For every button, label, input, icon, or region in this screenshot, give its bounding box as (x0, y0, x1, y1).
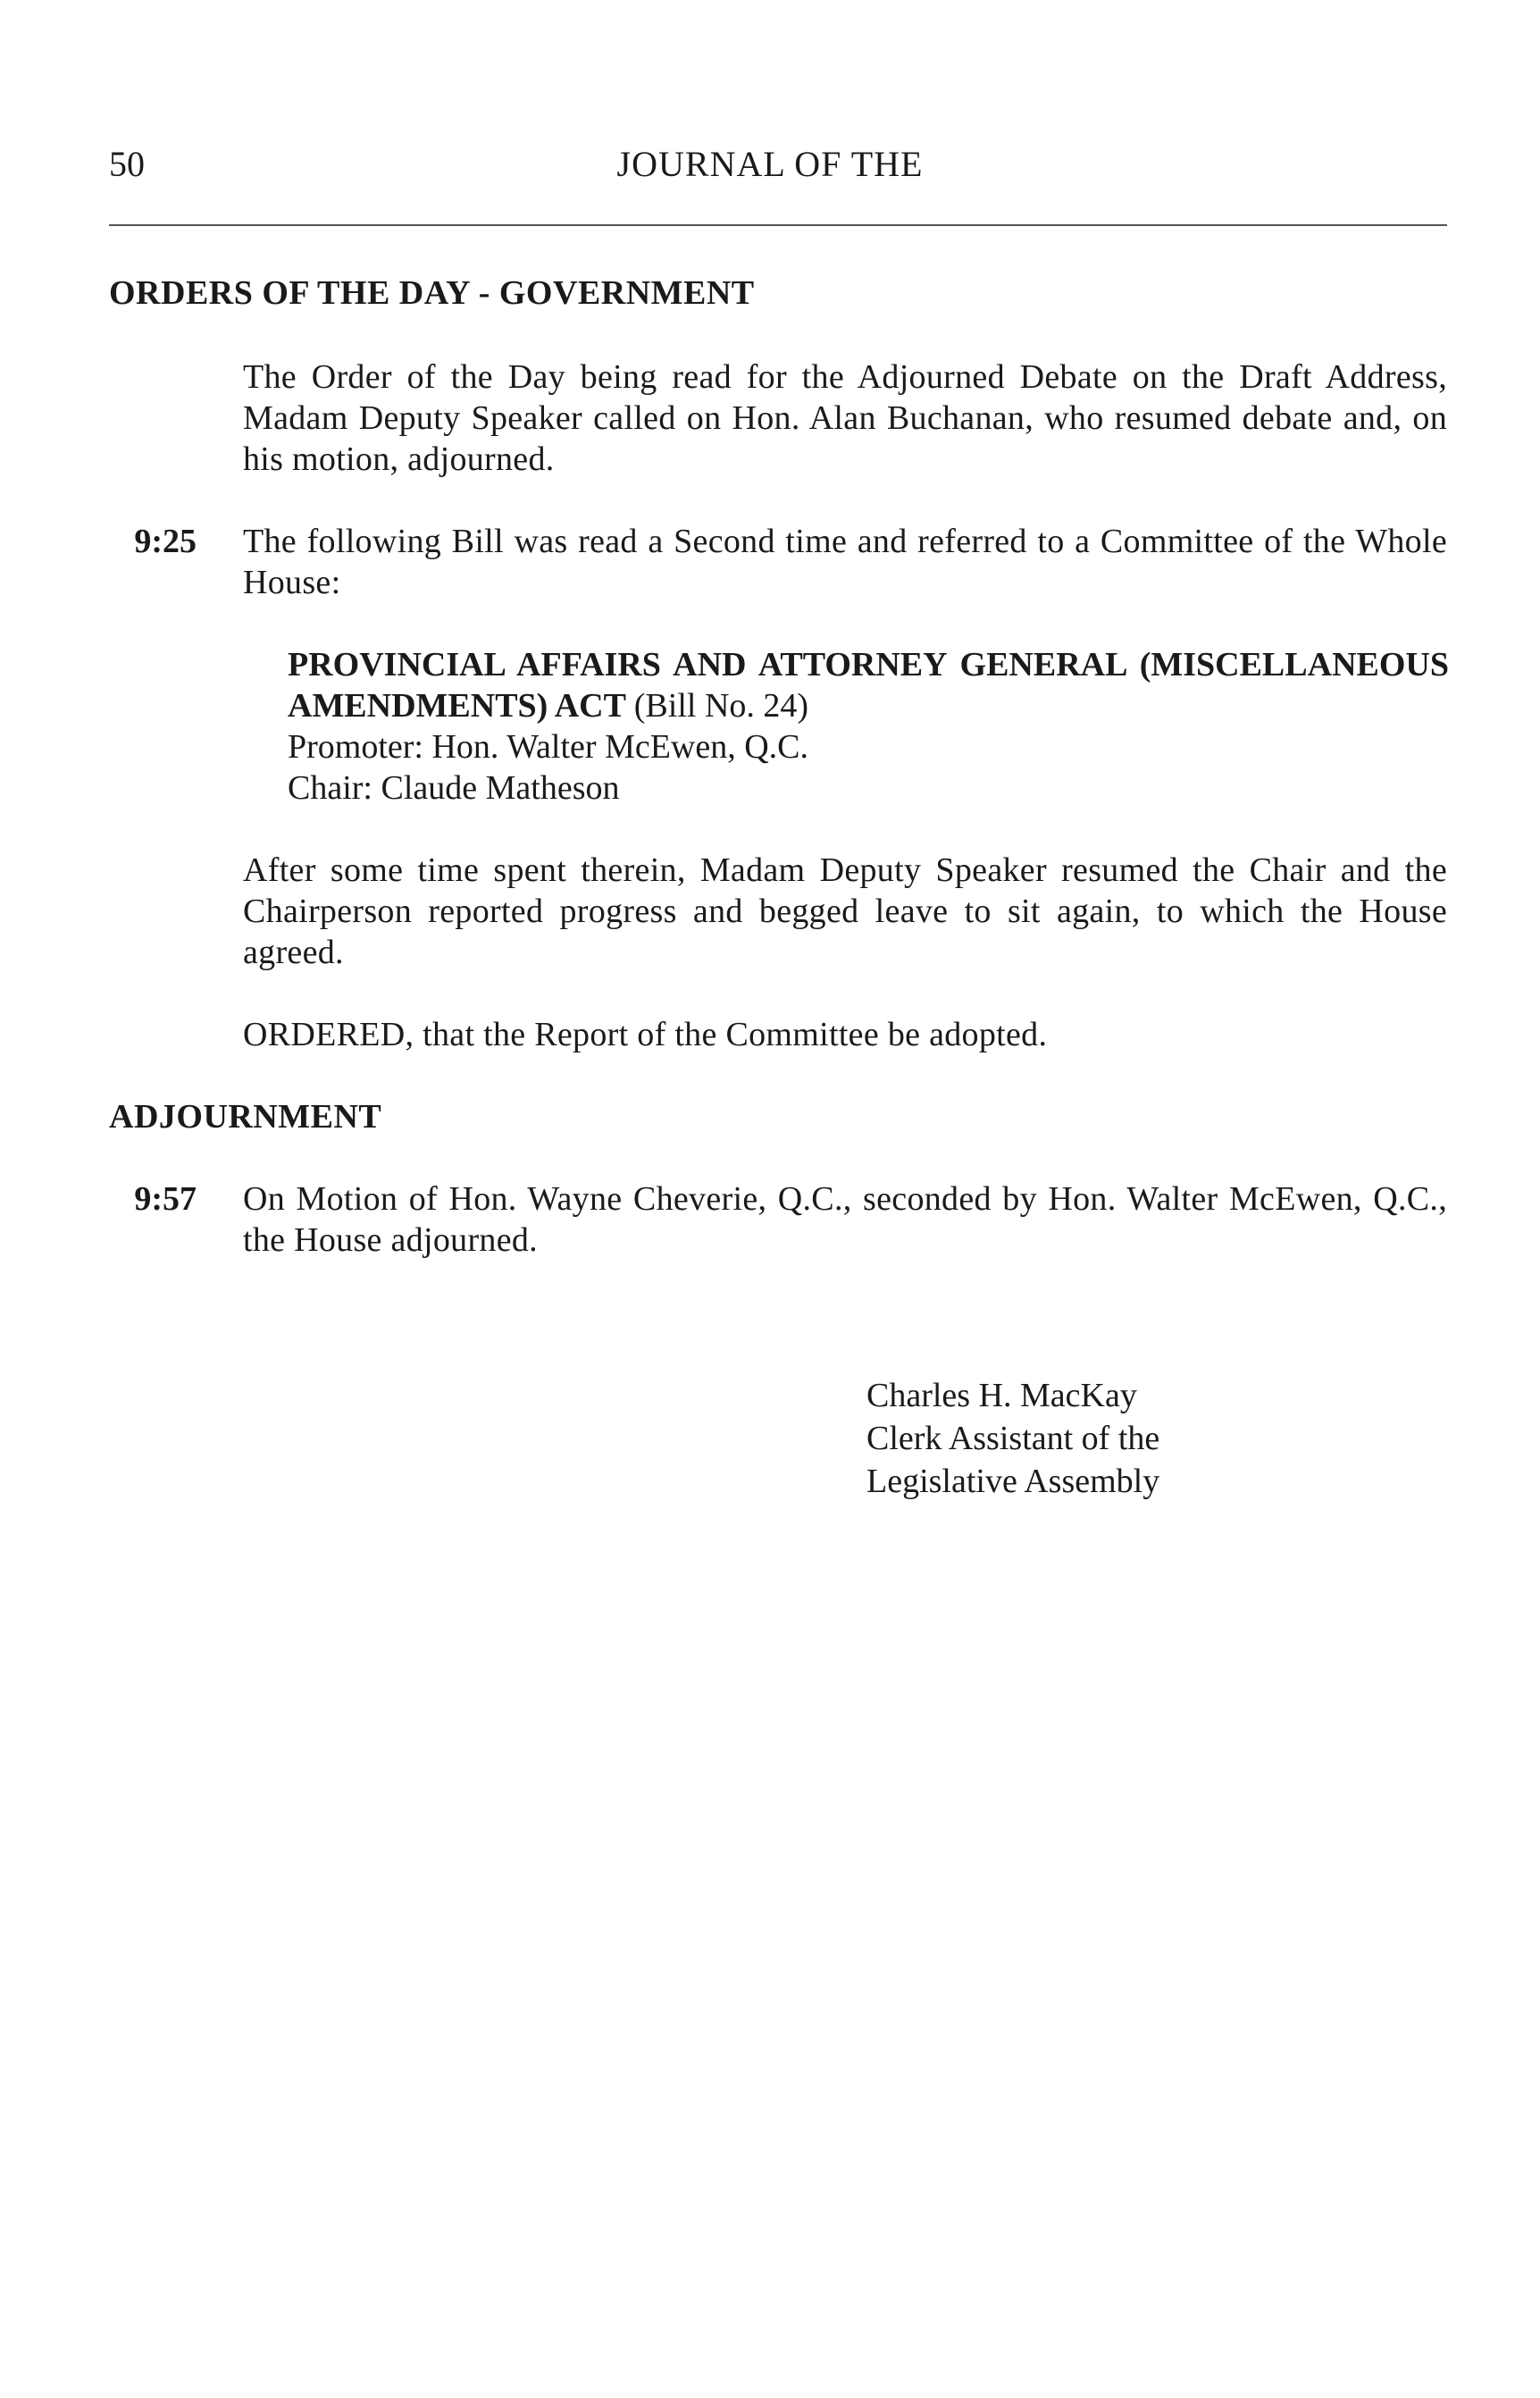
bill-chair: Chair: Claude Matheson (288, 769, 620, 807)
bill-number: (Bill No. 24) (633, 687, 809, 725)
entry-time-957: 9:57 (134, 1180, 197, 1218)
adjournment-paragraph: On Motion of Hon. Wayne Cheverie, Q.C., seconded by Hon. Walter McEwen, Q.C., the House adjourned. (243, 1180, 1447, 1259)
running-head: JOURNAL OF THE (616, 144, 924, 184)
signature-title-line1: Clerk Assistant of the (866, 1420, 1160, 1457)
page-number: 50 (109, 144, 145, 184)
signature-block (866, 1374, 1159, 1503)
committee-report-paragraph: After some time spent therein, Madam Deputy Speaker resumed the Chair and the Chairperson reported progress and begged leave to sit again, to which the House agreed. (243, 851, 1447, 971)
orders-intro-paragraph: The Order of the Day being read for the Adjourned Debate on the Draft Address, Madam Deputy Speaker called on Hon. Alan Buchanan, who resumed debate and, on his motion, adjourned. (243, 358, 1447, 478)
signature-name: Charles H. MacKay (866, 1377, 1137, 1414)
orders-heading: ORDERS OF THE DAY - GOVERNMENT (109, 274, 755, 312)
bill-title: PROVINCIAL AFFAIRS AND ATTORNEY GENERAL (MISCELLANEOUS AMENDMENTS) ACT (Bill No. 24) (288, 646, 1449, 725)
bill-promoter: Promoter: Hon. Walter McEwen, Q.C. (288, 728, 809, 766)
bill-block (288, 644, 1449, 809)
adjournment-heading: ADJOURNMENT (109, 1098, 382, 1136)
entry-time-925: 9:25 (134, 523, 197, 560)
ordered-paragraph: ORDERED, that the Report of the Committee be adopted. (243, 1016, 1048, 1053)
header-rule (109, 224, 1447, 226)
signature-title-line2: Legislative Assembly (866, 1463, 1160, 1500)
second-reading-paragraph: The following Bill was read a Second time and referred to a Committee of the Whole House: (243, 523, 1447, 601)
